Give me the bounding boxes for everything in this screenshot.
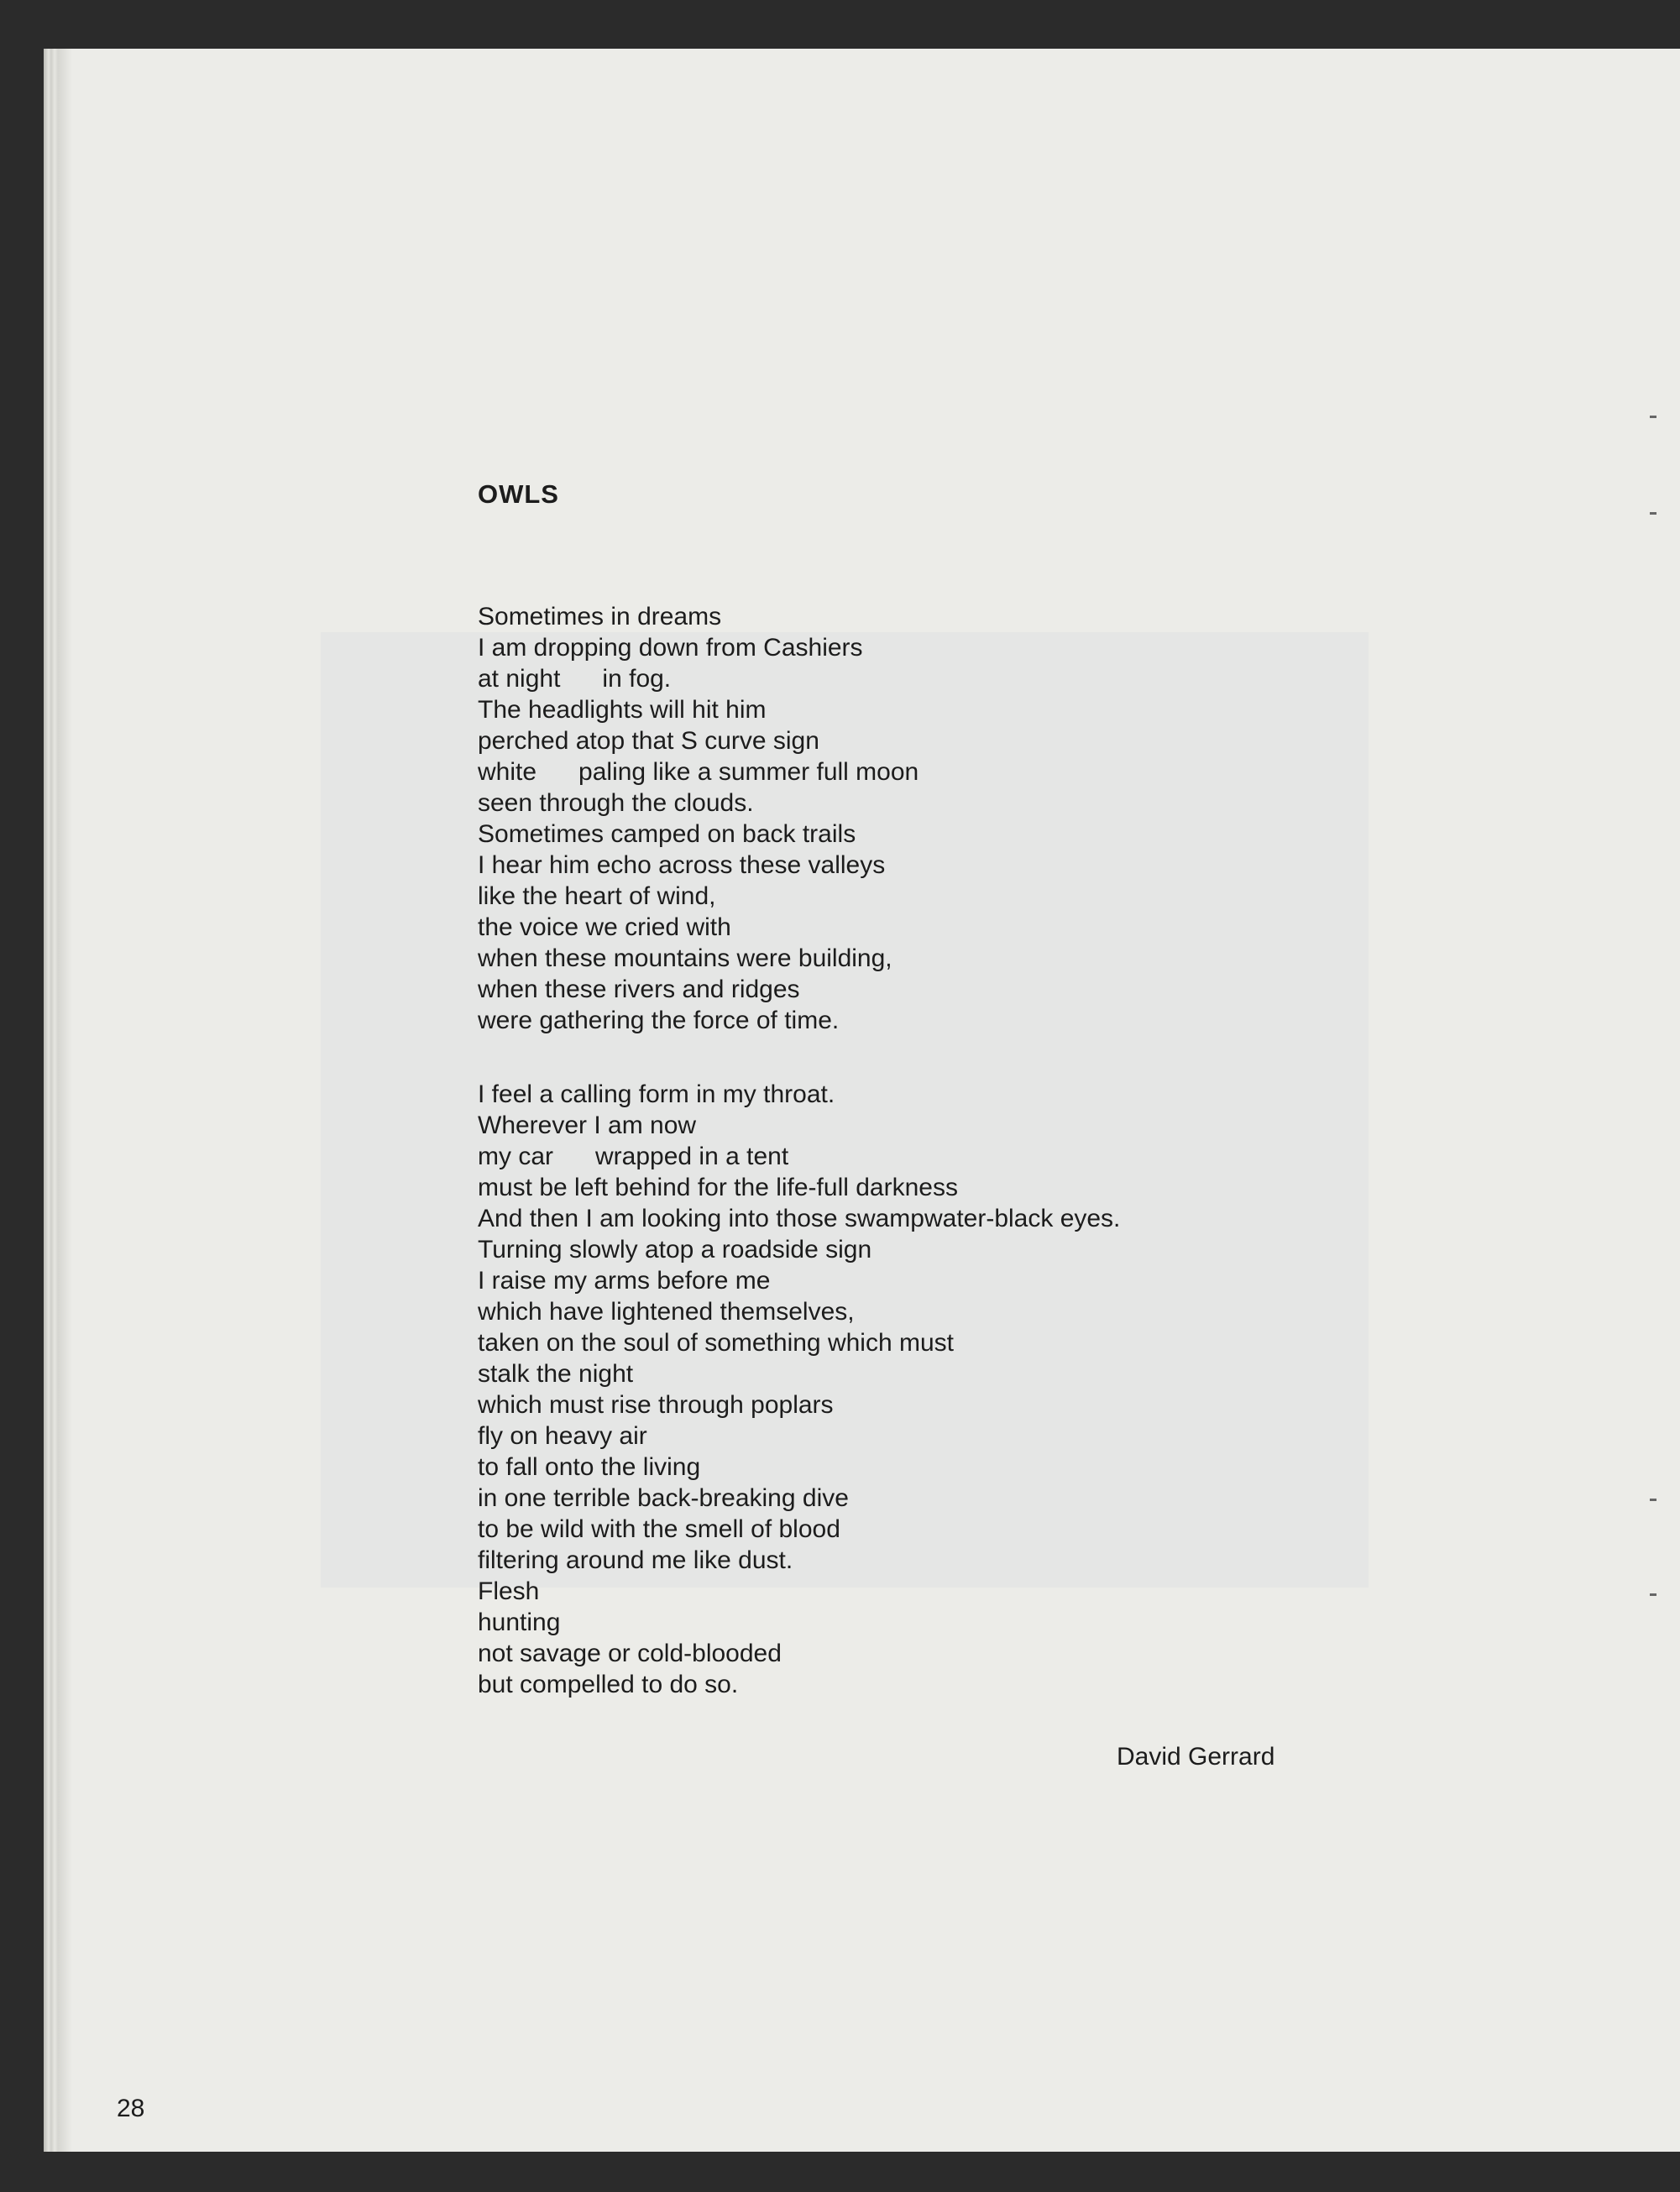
stanza-2 bbox=[478, 1079, 1120, 1700]
poem-line: white paling like a summer full moon bbox=[478, 758, 919, 786]
poem-line: seen through the clouds. bbox=[478, 789, 754, 817]
stanza-1 bbox=[478, 601, 919, 1036]
page-edge-mark bbox=[1650, 512, 1656, 515]
poem-line: I hear him echo across these valleys bbox=[478, 851, 886, 879]
poem-line: my car wrapped in a tent bbox=[478, 1143, 789, 1170]
poem-line: in one terrible back-breaking dive bbox=[478, 1484, 849, 1512]
poem-line: Sometimes camped on back trails bbox=[478, 820, 856, 848]
poem-line: must be left behind for the life-full darkness bbox=[478, 1174, 958, 1201]
poem-line: to fall onto the living bbox=[478, 1453, 701, 1481]
poem-line: when these mountains were building, bbox=[478, 944, 892, 972]
poem-line: perched atop that S curve sign bbox=[478, 727, 819, 755]
poem-line: at night in fog. bbox=[478, 665, 672, 693]
poem-line: when these rivers and ridges bbox=[478, 976, 800, 1003]
poem-line: The headlights will hit him bbox=[478, 696, 767, 724]
poem-line: I raise my arms before me bbox=[478, 1267, 771, 1295]
poem-title: OWLS bbox=[478, 479, 559, 509]
poem-line: were gathering the force of time. bbox=[478, 1007, 840, 1034]
poem-line: filtering around me like dust. bbox=[478, 1546, 793, 1574]
poem-line: not savage or cold-blooded bbox=[478, 1640, 782, 1667]
page-number: 28 bbox=[117, 2095, 145, 2122]
poem-line: Wherever I am now bbox=[478, 1112, 697, 1139]
poem-line: the voice we cried with bbox=[478, 913, 731, 941]
page-edge-mark bbox=[1650, 416, 1656, 418]
poem-line: I feel a calling form in my throat. bbox=[478, 1080, 835, 1108]
page-edge-mark bbox=[1650, 1499, 1656, 1501]
page-binding bbox=[44, 49, 72, 2152]
book-page bbox=[44, 49, 1680, 2152]
poem-line: fly on heavy air bbox=[478, 1422, 647, 1450]
poem-line: Sometimes in dreams bbox=[478, 603, 722, 630]
poem-line: like the heart of wind, bbox=[478, 882, 716, 910]
poem-line: stalk the night bbox=[478, 1360, 634, 1388]
page-edge-mark bbox=[1650, 1593, 1656, 1596]
poem-line: which must rise through poplars bbox=[478, 1391, 834, 1419]
poem-line: Flesh bbox=[478, 1577, 540, 1605]
poem-line: which have lightened themselves, bbox=[478, 1298, 855, 1326]
poem-line: hunting bbox=[478, 1609, 561, 1636]
poem-line: taken on the soul of something which must bbox=[478, 1329, 954, 1357]
poem-line: but compelled to do so. bbox=[478, 1671, 739, 1698]
poem-author: David Gerrard bbox=[1117, 1743, 1275, 1771]
poem-line: to be wild with the smell of blood bbox=[478, 1515, 840, 1543]
poem-line: I am dropping down from Cashiers bbox=[478, 634, 863, 662]
poem-line: And then I am looking into those swampwater-black eyes. bbox=[478, 1205, 1121, 1232]
poem-line: Turning slowly atop a roadside sign bbox=[478, 1236, 872, 1263]
